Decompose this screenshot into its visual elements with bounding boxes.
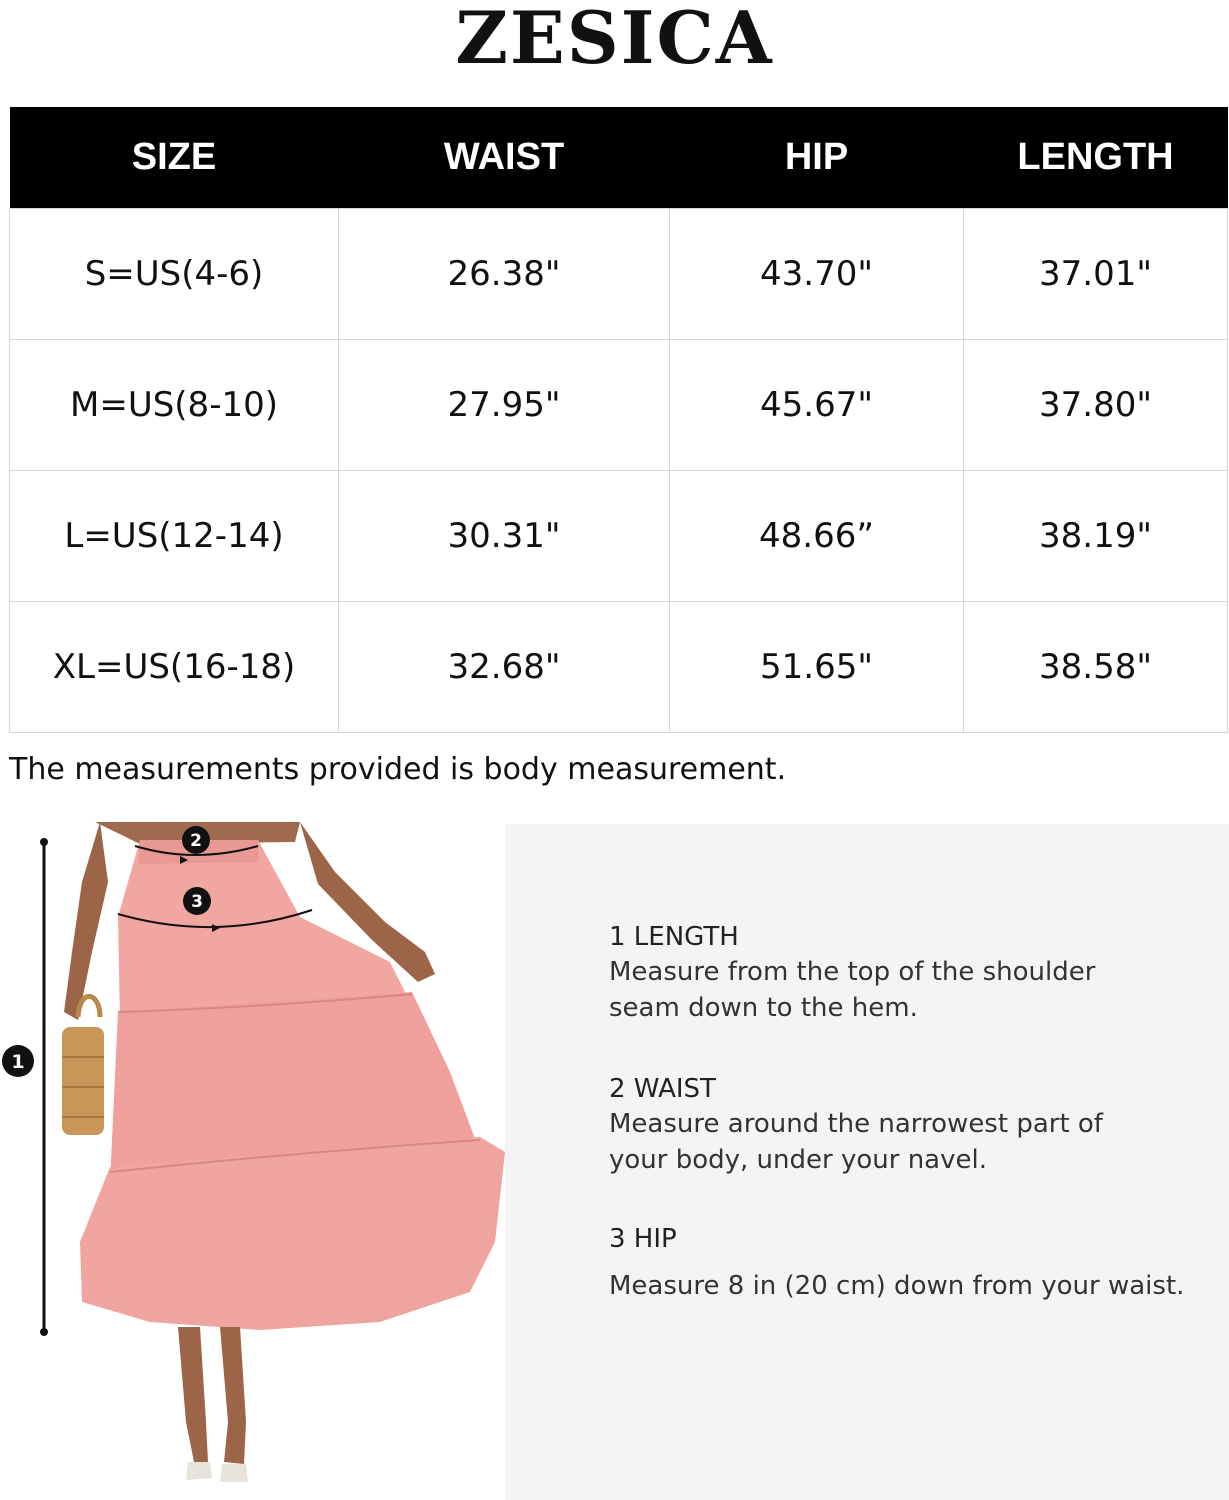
cell-hip: 51.65" [670,602,964,733]
table-row [10,209,1228,340]
table-row [10,602,1228,733]
length-line-top-dot [40,838,48,846]
cell-size: XL=US(16-18) [10,602,339,733]
right-leg-shape [220,1327,246,1464]
skirt-illustration [0,822,505,1500]
guide-waist-text-line-2: your body, under your navel. [609,1145,987,1175]
guide-hip [609,1222,1219,1304]
badge-length [2,1045,34,1077]
cell-length: 38.58" [964,602,1228,733]
header-waist: WAIST [339,107,670,209]
cell-size: L=US(12-14) [10,471,339,602]
guide-waist-text-line-1: Measure around the narrowest part of [609,1109,1103,1139]
skirt-shape [80,840,505,1330]
left-leg-shape [178,1327,208,1462]
left-shoe-shape [186,1462,212,1480]
cell-waist: 27.95" [339,340,670,471]
header-hip: HIP [670,107,964,209]
guide-length-title: 1 LENGTH [609,922,739,952]
guide-waist-title: 2 WAIST [609,1074,716,1104]
guide-length-text-line-1: Measure from the top of the shoulder [609,957,1096,987]
guide-length-text-line-2: seam down to the hem. [609,993,918,1023]
header-size: SIZE [10,107,339,209]
size-chart-table [9,107,1228,733]
guide-length [609,920,1209,1026]
cell-length: 38.19" [964,471,1228,602]
cell-length: 37.80" [964,340,1228,471]
table-header-row [10,107,1228,209]
cell-hip: 48.66” [670,471,964,602]
cell-waist: 26.38" [339,209,670,340]
cell-size: S=US(4-6) [10,209,339,340]
svg-text:2: 2 [190,831,202,851]
guide-hip-title: 3 HIP [609,1224,677,1254]
cell-hip: 45.67" [670,340,964,471]
table-row [10,471,1228,602]
badge-hip [183,887,211,915]
cell-waist: 32.68" [339,602,670,733]
guide-waist [609,1072,1209,1178]
svg-text:1: 1 [11,1051,25,1073]
right-shoe-shape [220,1464,248,1482]
guide-hip-text-line-1: Measure 8 in (20 cm) down from your waist. [609,1271,1185,1301]
measurement-guide-panel [505,824,1229,1500]
table-row [10,340,1228,471]
header-length: LENGTH [964,107,1228,209]
cell-waist: 30.31" [339,471,670,602]
brand-logo: ZESICA [455,0,774,80]
cell-length: 37.01" [964,209,1228,340]
skirt-figure-icon [0,822,505,1500]
length-line-bottom-dot [40,1328,48,1336]
left-arm-shape [64,822,108,1020]
svg-text:3: 3 [191,892,203,912]
cell-size: M=US(8-10) [10,340,339,471]
measurement-note: The measurements provided is body measurement. [9,752,787,787]
badge-waist [182,826,210,854]
straw-bag-icon [62,996,104,1135]
cell-hip: 43.70" [670,209,964,340]
